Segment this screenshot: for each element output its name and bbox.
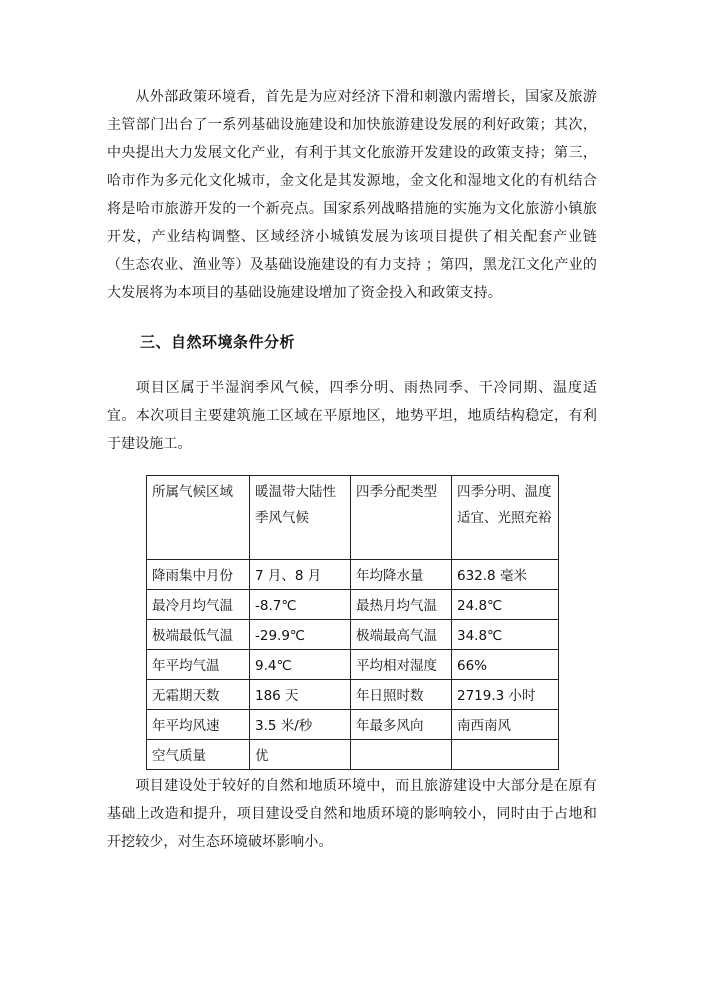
table-cell: 7 月、8 月 (250, 560, 351, 590)
table-cell: 34.8℃ (452, 620, 559, 650)
table-cell: 四季分明、温度适宜、光照充裕 (452, 476, 559, 560)
table-row (147, 740, 559, 770)
conclusion-paragraph-text: 项目建设处于较好的自然和地质环境中，而且旅游建设中大部分是在原有基础上改造和提升，项目建设受自然和地质环境的影响较小，同时由于占地和开挖较少，对生态环境破坏影响小。 (107, 778, 597, 850)
policy-paragraph-text: 从外部政策环境看，首先是为应对经济下滑和刺激内需增长，国家及旅游主管部门出台了一系列基础设施建设和加快旅游建设发展的利好政策；其次，中央提出大力发展文化产业，有利于其文化旅游开发建设的政策支持；第三，哈市作为多元化文化城市，金文化是其发源地，金文化和湿地文化的有机结合将是哈市旅游开发的一个新亮点。国家系列战略措施的实施为文化旅游小镇旅开发，产业结构调整、区域经济小城镇发展为该项目提供了相关配套产业链（生态农业、渔业等）及基础设施建设的有力支持 ；第四，黑龙江文化产业的大发展将为本项目的基础设施建设增加了资金投入和政策支持。 (107, 89, 597, 301)
table-cell: 9.4℃ (250, 650, 351, 680)
climate-intro-paragraph (107, 374, 597, 458)
table-cell (452, 740, 559, 770)
table-row (147, 620, 559, 650)
table-cell: 暖温带大陆性季风气候 (250, 476, 351, 560)
table-cell: 四季分配类型 (351, 476, 452, 560)
climate-intro-text: 项目区属于半湿润季风气候，四季分明、雨热同季、干冷同期、温度适宜。本次项目主要建筑施工区域在平原地区，地势平坦，地质结构稳定，有利于建设施工。 (107, 380, 597, 452)
table-cell: 降雨集中月份 (147, 560, 250, 590)
table-cell: 平均相对湿度 (351, 650, 452, 680)
table-row (147, 680, 559, 710)
table-cell: 极端最低气温 (147, 620, 250, 650)
table-row (147, 590, 559, 620)
table-cell: 极端最高气温 (351, 620, 452, 650)
table-cell: 最冷月均气温 (147, 590, 250, 620)
table-cell: -8.7℃ (250, 590, 351, 620)
section-heading: 三、自然环境条件分析 (140, 333, 296, 351)
table-cell: 年平均风速 (147, 710, 250, 740)
table-cell (351, 740, 452, 770)
table-cell: -29.9℃ (250, 620, 351, 650)
table-cell: 66% (452, 650, 559, 680)
table-cell: 年最多风向 (351, 710, 452, 740)
table-row (147, 476, 559, 560)
table-cell: 所属气候区域 (147, 476, 250, 560)
table-cell: 无霜期天数 (147, 680, 250, 710)
conclusion-paragraph (107, 772, 597, 856)
table-cell: 最热月均气温 (351, 590, 452, 620)
table-row (147, 560, 559, 590)
table-cell: 空气质量 (147, 740, 250, 770)
table-cell: 年平均气温 (147, 650, 250, 680)
table-cell: 年均降水量 (351, 560, 452, 590)
table-cell: 3.5 米/秒 (250, 710, 351, 740)
table-cell: 186 天 (250, 680, 351, 710)
table-cell: 632.8 毫米 (452, 560, 559, 590)
table-cell: 优 (250, 740, 351, 770)
table-row (147, 650, 559, 680)
climate-table (146, 475, 559, 770)
table-row (147, 710, 559, 740)
table-cell: 24.8℃ (452, 590, 559, 620)
table-cell: 南西南风 (452, 710, 559, 740)
table-cell: 2719.3 小时 (452, 680, 559, 710)
policy-paragraph (107, 83, 597, 307)
table-cell: 年日照时数 (351, 680, 452, 710)
